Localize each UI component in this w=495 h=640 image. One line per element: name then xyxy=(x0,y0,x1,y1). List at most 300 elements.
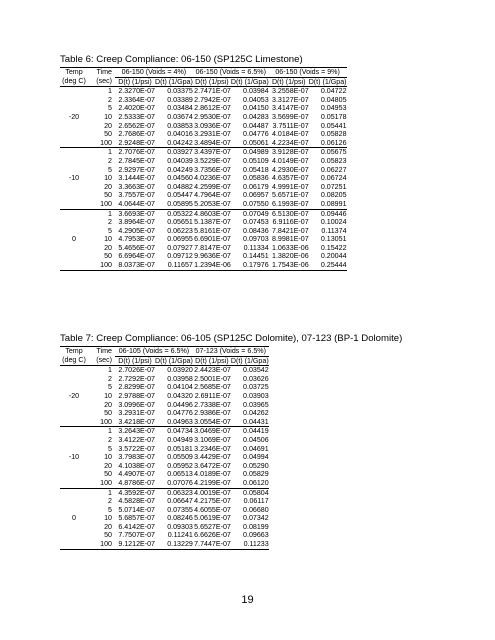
value-cell: 0.11374 xyxy=(321,226,347,235)
value-cell: 0.03984 xyxy=(243,87,269,96)
unit-header: D(t) (1/psi) xyxy=(115,77,155,87)
value-cell: 4.2930E-07 xyxy=(272,165,309,174)
value-cell: 1.0633E-06 xyxy=(272,243,309,252)
temp-cell xyxy=(60,157,88,166)
value-cell: 2.7292E-07 xyxy=(118,374,155,383)
time-cell: 20 xyxy=(104,243,112,252)
value-cell: 0.08991 xyxy=(309,200,347,209)
value-cell: 0.04953 xyxy=(320,104,347,113)
value-cell: 2.7026E-07 xyxy=(118,366,155,375)
table-row xyxy=(60,523,269,532)
temp-cell xyxy=(60,227,88,236)
value-cell: 0.07049 xyxy=(243,209,269,218)
temp-cell xyxy=(60,104,88,113)
value-cell: 2.7076E-07 xyxy=(118,148,155,157)
value-cell: 0.04963 xyxy=(155,418,193,427)
time-cell: 5 xyxy=(108,383,112,392)
temp-cell xyxy=(60,401,88,410)
table-row xyxy=(60,87,347,96)
value-cell: 0.03920 xyxy=(167,366,193,375)
table-row xyxy=(60,392,269,401)
value-cell: 0.11233 xyxy=(231,540,269,549)
value-cell: 5.0619E-07 xyxy=(194,514,231,523)
value-cell: 0.04242 xyxy=(155,139,193,148)
time-cell: 1 xyxy=(108,366,112,375)
value-cell: 0.04431 xyxy=(231,418,269,427)
unit-header: D(t) (1/Gpa) xyxy=(155,77,193,86)
value-cell: 4.0149E-07 xyxy=(272,156,309,165)
value-cell: 2.7845E-07 xyxy=(118,156,155,165)
value-cell: 0.07550 xyxy=(231,200,269,209)
value-cell: 4.0019E-07 xyxy=(194,488,231,497)
table-6-units-row xyxy=(60,77,347,87)
value-cell: 3.4894E-07 xyxy=(194,138,231,147)
value-cell: 0.04882 xyxy=(167,182,193,191)
value-cell: 0.13051 xyxy=(320,235,347,244)
value-cell: 4.3592E-07 xyxy=(118,488,155,497)
value-cell: 0.05952 xyxy=(167,461,193,470)
table-6-caption: Table 6: Creep Compliance: 06-150 (SP125C Limestone) xyxy=(60,54,303,65)
table-row xyxy=(60,183,347,192)
temp-cell xyxy=(60,366,88,375)
value-cell: 0.06117 xyxy=(243,497,269,506)
time-cell: 10 xyxy=(104,391,112,400)
temp-cell xyxy=(60,261,88,270)
temp-cell xyxy=(60,244,88,253)
table-row xyxy=(60,104,347,113)
value-cell: 3.5699E-07 xyxy=(272,112,309,121)
time-cell: 10 xyxy=(104,174,112,183)
value-cell: 1.2394E-06 xyxy=(194,261,231,270)
time-cell: 50 xyxy=(104,252,112,261)
time-cell: 1 xyxy=(108,209,112,218)
value-cell: 3.3663E-07 xyxy=(118,182,155,191)
time-cell: 20 xyxy=(104,182,112,191)
value-cell: 8.9981E-07 xyxy=(272,235,309,244)
value-cell: 4.2905E-07 xyxy=(118,226,155,235)
value-cell: 0.06680 xyxy=(243,505,269,514)
temp-cell xyxy=(60,418,88,427)
temp-cell xyxy=(60,200,88,209)
value-cell: 0.05418 xyxy=(243,165,269,174)
value-cell: 0.04722 xyxy=(320,87,347,96)
unit-header: D(t) (1/psi) xyxy=(269,77,309,87)
col-temp-header: Temp xyxy=(60,68,88,78)
value-cell: 0.04104 xyxy=(167,383,193,392)
table-7-units-row xyxy=(60,356,269,366)
temp-cell xyxy=(60,148,88,157)
value-cell: 0.05290 xyxy=(243,461,269,470)
value-cell: 4.2234E-07 xyxy=(269,139,309,148)
time-cell: 10 xyxy=(104,235,112,244)
value-cell: 0.03484 xyxy=(167,104,193,113)
value-cell: 3.7983E-07 xyxy=(118,453,155,462)
table-row xyxy=(60,401,269,410)
value-cell: 0.25444 xyxy=(309,261,347,270)
value-cell: 0.05322 xyxy=(167,209,193,218)
value-cell: 0.11657 xyxy=(155,261,193,270)
value-cell: 0.05061 xyxy=(231,139,269,148)
temp-cell xyxy=(60,96,88,105)
value-cell: 0.14451 xyxy=(243,252,269,261)
value-cell: 0.08436 xyxy=(243,226,269,235)
table-6-header-row xyxy=(60,68,347,78)
value-cell: 0.08199 xyxy=(243,522,269,531)
value-cell: 0.06120 xyxy=(231,479,269,488)
temp-cell xyxy=(60,462,88,471)
table-7-block xyxy=(60,333,402,550)
time-cell: 5 xyxy=(108,505,112,514)
value-cell: 0.20044 xyxy=(320,252,347,261)
value-cell: 6.1993E-07 xyxy=(269,200,309,209)
value-cell: 0.03725 xyxy=(243,383,269,392)
time-cell: 10 xyxy=(104,112,112,121)
value-cell: 4.1038E-07 xyxy=(118,461,155,470)
temp-cell xyxy=(60,166,88,175)
value-cell: 3.6472E-07 xyxy=(194,461,231,470)
table-row xyxy=(60,209,347,218)
table-7-body xyxy=(60,366,269,549)
value-cell: 3.4397E-07 xyxy=(194,148,231,157)
value-cell: 0.09303 xyxy=(167,522,193,531)
time-cell: 5 xyxy=(108,104,112,113)
time-cell: 2 xyxy=(108,435,112,444)
value-cell: 0.04016 xyxy=(167,130,193,139)
value-cell: 0.05441 xyxy=(320,121,347,130)
time-cell: 20 xyxy=(104,400,112,409)
value-cell: 5.6527E-07 xyxy=(194,522,231,531)
temp-cell xyxy=(60,506,88,515)
table-row xyxy=(60,157,347,166)
table-row xyxy=(60,436,269,445)
value-cell: 2.3364E-07 xyxy=(118,95,155,104)
time-cell: 50 xyxy=(104,531,112,540)
temp-cell xyxy=(60,130,88,139)
value-cell: 4.8786E-07 xyxy=(115,479,155,488)
value-cell: 0.03375 xyxy=(167,87,193,96)
value-cell: 9.9636E-07 xyxy=(194,252,231,261)
value-cell: 2.4020E-07 xyxy=(118,104,155,113)
temp-cell: -20 xyxy=(68,112,80,121)
value-cell: 0.06223 xyxy=(167,226,193,235)
value-cell: 2.6911E-07 xyxy=(194,391,231,400)
value-cell: 4.5828E-07 xyxy=(118,497,155,506)
value-cell: 0.04150 xyxy=(243,104,269,113)
value-cell: 0.04053 xyxy=(243,95,269,104)
table-row xyxy=(60,488,269,497)
value-cell: 0.03674 xyxy=(167,112,193,121)
time-cell: 50 xyxy=(104,191,112,200)
value-cell: 0.05178 xyxy=(320,112,347,121)
value-cell: 2.7338E-07 xyxy=(194,400,231,409)
value-cell: 0.04989 xyxy=(243,148,269,157)
value-cell: 0.03389 xyxy=(167,95,193,104)
value-cell: 0.05447 xyxy=(167,191,193,200)
value-cell: 5.4656E-07 xyxy=(118,243,155,252)
col-temp-header: Temp xyxy=(60,347,88,357)
table-row xyxy=(60,506,269,515)
value-cell: 0.04949 xyxy=(167,435,193,444)
temp-cell xyxy=(60,87,88,96)
value-cell: 0.04496 xyxy=(167,400,193,409)
value-cell: 0.04691 xyxy=(243,444,269,453)
temp-cell xyxy=(60,139,88,148)
value-cell: 0.06957 xyxy=(243,191,269,200)
value-cell: 1.3820E-06 xyxy=(272,252,309,261)
value-cell: 4.4907E-07 xyxy=(118,470,155,479)
value-cell: 0.09703 xyxy=(243,235,269,244)
value-cell: 4.9991E-07 xyxy=(272,182,309,191)
time-cell: 20 xyxy=(104,522,112,531)
table-row xyxy=(60,261,347,270)
table-row xyxy=(60,453,269,462)
value-cell: 2.9386E-07 xyxy=(194,409,231,418)
value-cell: 2.5685E-07 xyxy=(194,383,231,392)
unit-header: D(t) (1/psi) xyxy=(193,356,231,366)
time-cell: 50 xyxy=(104,409,112,418)
time-cell: 50 xyxy=(104,470,112,479)
value-cell: 0.07076 xyxy=(155,479,193,488)
value-cell: 4.0236E-07 xyxy=(194,174,231,183)
temp-cell xyxy=(60,375,88,384)
value-cell: 9.1212E-07 xyxy=(115,540,155,549)
value-cell: 0.06227 xyxy=(320,165,347,174)
value-cell: 3.3127E-07 xyxy=(272,95,309,104)
temp-unit: (deg C) xyxy=(60,356,88,366)
value-cell: 0.05836 xyxy=(243,174,269,183)
value-cell: 2.7942E-07 xyxy=(194,95,231,104)
table-row xyxy=(60,445,269,454)
value-cell: 0.04506 xyxy=(243,435,269,444)
time-cell: 100 xyxy=(88,540,115,549)
value-cell: 0.04283 xyxy=(243,112,269,121)
value-cell: 0.07342 xyxy=(243,514,269,523)
value-cell: 3.9128E-07 xyxy=(272,148,309,157)
value-cell: 4.2199E-07 xyxy=(194,478,231,487)
table-row xyxy=(60,227,347,236)
value-cell: 4.7953E-07 xyxy=(118,235,155,244)
value-cell: 0.05181 xyxy=(167,444,193,453)
temp-cell xyxy=(60,488,88,497)
value-cell: 3.0554E-07 xyxy=(194,417,231,426)
value-cell: 0.06513 xyxy=(167,470,193,479)
value-cell: 3.2643E-07 xyxy=(118,427,155,436)
time-cell: 1 xyxy=(108,148,112,157)
value-cell: 0.06647 xyxy=(167,497,193,506)
value-cell: 5.0714E-07 xyxy=(118,505,155,514)
value-cell: 3.6693E-07 xyxy=(118,209,155,218)
value-cell: 2.9248E-07 xyxy=(115,139,155,148)
value-cell: 4.6055E-07 xyxy=(194,505,231,514)
time-cell: 2 xyxy=(108,374,112,383)
value-cell: 3.7356E-07 xyxy=(194,165,231,174)
value-cell: 4.2175E-07 xyxy=(194,497,231,506)
unit-header: D(t) (1/Gpa) xyxy=(230,77,269,86)
table-6 xyxy=(60,67,347,271)
temp-cell: 0 xyxy=(72,235,76,244)
time-cell: 100 xyxy=(88,139,115,148)
value-cell: 0.04805 xyxy=(320,95,347,104)
value-cell: 0.04039 xyxy=(167,156,193,165)
value-cell: 3.0996E-07 xyxy=(118,400,155,409)
value-cell: 3.0469E-07 xyxy=(194,427,231,436)
value-cell: 3.1444E-07 xyxy=(118,174,155,183)
temp-cell: 0 xyxy=(72,514,76,523)
value-cell: 0.04776 xyxy=(243,130,269,139)
time-cell: 5 xyxy=(108,444,112,453)
time-cell: 2 xyxy=(108,95,112,104)
value-cell: 0.04262 xyxy=(243,409,269,418)
value-cell: 0.08246 xyxy=(167,514,193,523)
temp-cell: -20 xyxy=(68,391,80,400)
table-row xyxy=(60,497,269,506)
value-cell: 0.17976 xyxy=(231,261,269,270)
value-cell: 4.7964E-07 xyxy=(194,191,231,200)
temp-cell xyxy=(60,218,88,227)
value-cell: 3.4147E-07 xyxy=(272,104,309,113)
table-row xyxy=(60,122,347,131)
value-cell: 0.06126 xyxy=(309,139,347,148)
group-header: 06-105 (Voids = 6.5%) xyxy=(115,347,193,357)
time-unit: (sec) xyxy=(88,356,115,366)
table-row xyxy=(60,409,269,418)
table-row xyxy=(60,139,347,148)
group-header: 06-150 (Voids = 9%) xyxy=(269,68,347,78)
value-cell: 0.05651 xyxy=(167,218,193,227)
temp-cell xyxy=(60,445,88,454)
value-cell: 1.7543E-06 xyxy=(269,261,309,270)
value-cell: 0.09712 xyxy=(167,252,193,261)
value-cell: 0.04560 xyxy=(167,174,193,183)
page-number: 19 xyxy=(241,594,254,606)
value-cell: 4.2599E-07 xyxy=(194,182,231,191)
value-cell: 4.0184E-07 xyxy=(272,130,309,139)
value-cell: 0.05509 xyxy=(167,453,193,462)
temp-unit: (deg C) xyxy=(60,77,88,87)
temp-cell xyxy=(60,523,88,532)
time-unit: (sec) xyxy=(88,77,115,87)
group-header: 06-150 (Voids = 6.5%) xyxy=(193,68,269,78)
value-cell: 0.13229 xyxy=(155,540,193,549)
value-cell: 0.03958 xyxy=(167,374,193,383)
unit-header: D(t) (1/Gpa) xyxy=(155,356,193,365)
value-cell: 6.5130E-07 xyxy=(272,209,309,218)
value-cell: 0.05823 xyxy=(320,156,347,165)
value-cell: 0.05828 xyxy=(320,130,347,139)
unit-header: D(t) (1/psi) xyxy=(115,356,155,366)
value-cell: 0.03927 xyxy=(167,148,193,157)
value-cell: 3.4429E-07 xyxy=(194,453,231,462)
value-cell: 6.6626E-07 xyxy=(194,531,231,540)
time-cell: 100 xyxy=(88,261,115,270)
value-cell: 2.9530E-07 xyxy=(194,112,231,121)
time-cell: 5 xyxy=(108,226,112,235)
group-header: 07-123 (Voids = 6.5%) xyxy=(193,347,269,357)
time-cell: 50 xyxy=(104,130,112,139)
value-cell: 4.8603E-07 xyxy=(194,209,231,218)
value-cell: 5.8161E-07 xyxy=(194,226,231,235)
value-cell: 0.03853 xyxy=(167,121,193,130)
value-cell: 0.06955 xyxy=(167,235,193,244)
table-row xyxy=(60,479,269,488)
value-cell: 0.06179 xyxy=(243,182,269,191)
value-cell: 0.03903 xyxy=(243,391,269,400)
value-cell: 0.05675 xyxy=(320,148,347,157)
value-cell: 3.2558E-07 xyxy=(272,87,309,96)
time-cell: 10 xyxy=(104,514,112,523)
value-cell: 0.04249 xyxy=(167,165,193,174)
temp-cell xyxy=(60,540,88,549)
time-cell: 100 xyxy=(88,418,115,427)
value-cell: 5.6857E-07 xyxy=(118,514,155,523)
value-cell: 5.2053E-07 xyxy=(194,199,231,208)
time-cell: 1 xyxy=(108,427,112,436)
temp-cell: -10 xyxy=(68,453,80,462)
time-cell: 2 xyxy=(108,156,112,165)
value-cell: 0.05829 xyxy=(243,470,269,479)
value-cell: 0.07251 xyxy=(320,182,347,191)
table-row xyxy=(60,191,347,200)
table-row xyxy=(60,235,347,244)
table-row xyxy=(60,130,347,139)
value-cell: 0.04776 xyxy=(167,409,193,418)
value-cell: 0.10024 xyxy=(320,218,347,227)
time-cell: 5 xyxy=(108,165,112,174)
table-row xyxy=(60,540,269,549)
temp-cell xyxy=(60,191,88,200)
value-cell: 2.7471E-07 xyxy=(194,87,231,96)
temp-cell xyxy=(60,497,88,506)
value-cell: 2.7686E-07 xyxy=(118,130,155,139)
value-cell: 3.5229E-07 xyxy=(194,156,231,165)
value-cell: 7.7447E-07 xyxy=(194,540,231,549)
time-cell: 2 xyxy=(108,218,112,227)
table-row xyxy=(60,427,269,436)
value-cell: 0.04419 xyxy=(243,427,269,436)
time-cell: 2 xyxy=(108,497,112,506)
value-cell: 4.6357E-07 xyxy=(272,174,309,183)
table-7 xyxy=(60,346,269,550)
value-cell: 7.7507E-07 xyxy=(118,531,155,540)
value-cell: 2.8299E-07 xyxy=(118,383,155,392)
value-cell: 0.08205 xyxy=(320,191,347,200)
table-row xyxy=(60,366,269,375)
temp-cell xyxy=(60,427,88,436)
temp-cell xyxy=(60,383,88,392)
time-cell: 20 xyxy=(104,121,112,130)
value-cell: 6.6964E-07 xyxy=(118,252,155,261)
value-cell: 2.6562E-07 xyxy=(118,121,155,130)
value-cell: 3.7511E-07 xyxy=(272,121,309,130)
time-cell: 1 xyxy=(108,488,112,497)
value-cell: 0.04994 xyxy=(243,453,269,462)
table-row xyxy=(60,218,347,227)
value-cell: 2.5333E-07 xyxy=(118,112,155,121)
table-row xyxy=(60,148,347,157)
value-cell: 3.2346E-07 xyxy=(194,444,231,453)
value-cell: 3.8964E-07 xyxy=(118,218,155,227)
value-cell: 0.15422 xyxy=(320,243,347,252)
value-cell: 0.11241 xyxy=(167,531,193,540)
unit-header: D(t) (1/Gpa) xyxy=(230,356,269,365)
temp-cell: -10 xyxy=(68,174,80,183)
value-cell: 0.07927 xyxy=(167,243,193,252)
temp-cell xyxy=(60,436,88,445)
table-7-caption: Table 7: Creep Compliance: 06-105 (SP125C Dolomite), 07-123 (BP-1 Dolomite) xyxy=(60,333,403,344)
temp-cell xyxy=(60,531,88,540)
group-header: 06-150 (Voids = 4%) xyxy=(115,68,193,78)
time-cell: 100 xyxy=(88,200,115,209)
